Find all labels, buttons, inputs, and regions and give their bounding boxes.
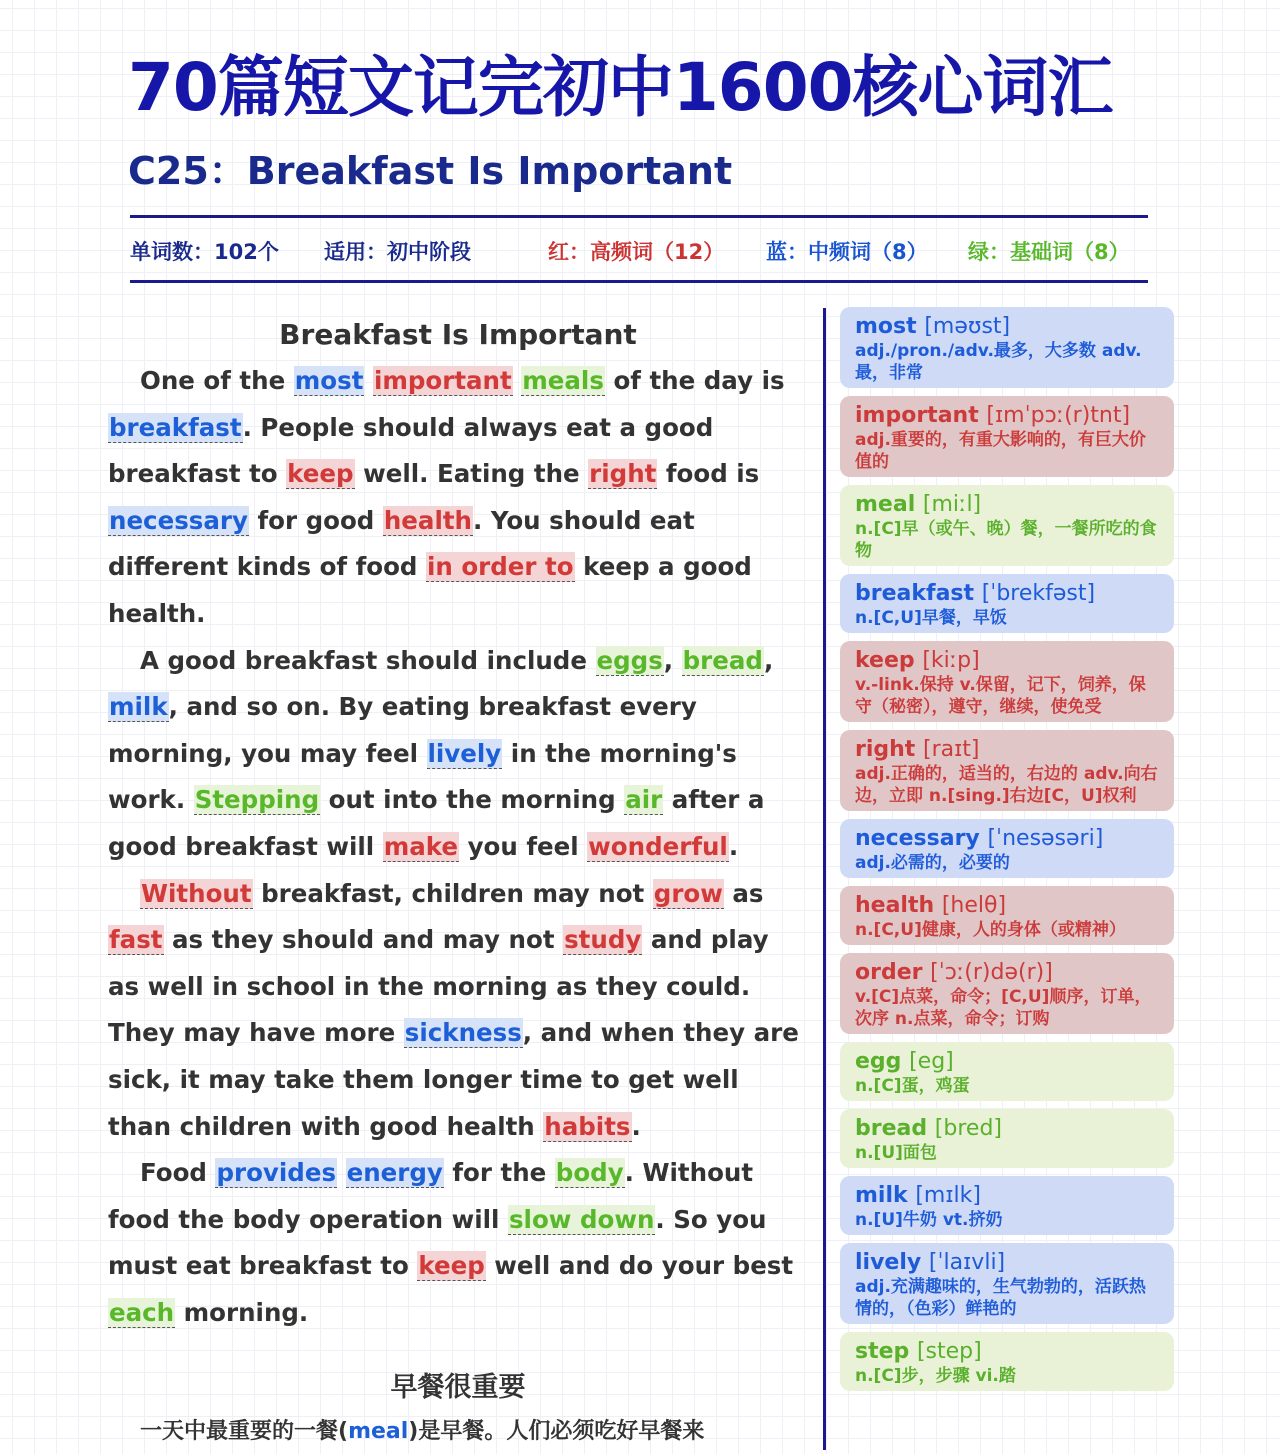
word-count: 单词数：102个 xyxy=(130,240,279,264)
text-segment: One of the xyxy=(140,366,294,395)
text-segment: , and when they are sick, it may take them longer time to get well than children with good health xyxy=(108,1018,799,1141)
vocab-card-order xyxy=(840,953,1174,1034)
keyword-necessary: necessary xyxy=(109,505,248,535)
paragraph-1 xyxy=(108,358,808,638)
vocab-card-important xyxy=(840,396,1174,477)
vocab-headword xyxy=(855,647,1162,674)
keyword-air: air xyxy=(625,785,663,815)
text-segment: , xyxy=(663,645,682,675)
legend-red: 红：高频词（12） xyxy=(548,240,725,264)
text-segment: as xyxy=(723,878,764,908)
text-segment: out into the morning xyxy=(320,785,625,815)
text-segment: you feel xyxy=(459,831,588,861)
vocab-card-keep xyxy=(840,641,1174,722)
vocab-phonetic: [məʊst] xyxy=(924,314,1011,339)
article-title: Breakfast Is Important xyxy=(279,318,637,351)
keyword-each: each xyxy=(109,1297,175,1327)
text-segment: of the day is xyxy=(604,366,785,395)
vocab-word: right xyxy=(855,737,916,762)
vocab-phonetic: [eg] xyxy=(909,1049,954,1074)
vocab-card-step xyxy=(840,1332,1174,1391)
vocab-card-necessary xyxy=(840,819,1174,878)
vocab-headword xyxy=(855,736,1162,763)
text-segment: well. Eating the xyxy=(354,459,589,489)
column-divider xyxy=(823,308,826,1450)
vocab-definition: v.[C]点菜，命令；[C,U]顺序，订单，次序 n.点菜，命令；订购 xyxy=(855,987,1152,1029)
vocab-phonetic: [kiːp] xyxy=(922,648,980,673)
article xyxy=(108,312,808,1454)
vocab-card-milk xyxy=(840,1176,1174,1235)
page-title: 70篇短文记完初中1600核心词汇 xyxy=(128,49,1113,126)
vocab-definition: n.[C]蛋，鸡蛋 xyxy=(855,1076,970,1096)
vocab-phonetic: [bred] xyxy=(934,1116,1002,1141)
keyword-body: body xyxy=(555,1158,624,1188)
keyword-habits: habits xyxy=(544,1111,631,1141)
keyword-grow: grow xyxy=(653,878,723,908)
vocab-headword xyxy=(855,402,1162,429)
keyword-sickness: sickness xyxy=(404,1018,522,1048)
meta-bar xyxy=(130,232,1150,272)
vocab-phonetic: [ˈɔː(r)də(r)] xyxy=(930,960,1053,985)
vocab-card-bread xyxy=(840,1109,1174,1168)
level-label: 适用：初中阶段 xyxy=(324,240,471,264)
text-segment xyxy=(364,366,373,395)
keyword-fast: fast xyxy=(109,925,163,955)
vocab-headword xyxy=(855,1182,1162,1209)
vocab-phonetic: [helθ] xyxy=(941,893,1007,918)
vocab-word: milk xyxy=(855,1183,908,1208)
text-segment: as they should and may not xyxy=(163,925,564,955)
vocab-card-right xyxy=(840,730,1174,811)
keyword-without: Without xyxy=(141,878,252,908)
text-segment: A good breakfast should include xyxy=(140,645,596,675)
keyword-meal: meal xyxy=(348,1419,409,1445)
text-segment: for the xyxy=(443,1158,555,1188)
chinese-title: 早餐很重要 xyxy=(390,1372,526,1404)
text-segment: . xyxy=(631,1111,641,1141)
chinese-paragraph-1 xyxy=(108,1410,808,1454)
vocab-headword xyxy=(855,491,1162,518)
paragraph-3 xyxy=(108,871,808,1151)
vocab-word: keep xyxy=(855,648,915,673)
paragraph-4 xyxy=(108,1150,808,1336)
keyword-eggs: eggs xyxy=(596,645,663,675)
vocab-card-egg xyxy=(840,1042,1174,1101)
vocab-phonetic: [ˈbrekfəst] xyxy=(981,581,1096,606)
vocab-definition: n.[C,U]健康，人的身体（或精神） xyxy=(855,920,1126,940)
vocab-definition: n.[C,U]早餐，早饭 xyxy=(855,608,1007,628)
keyword-right: right xyxy=(589,459,657,489)
text-segment: and play as well in school in the morning as they could. They may have more xyxy=(108,925,769,1048)
keyword-important: important xyxy=(373,366,512,395)
keyword-study: study xyxy=(564,925,642,955)
text-segment: morning. xyxy=(175,1297,309,1327)
text-segment xyxy=(337,1158,346,1187)
keyword-stepping: Stepping xyxy=(194,785,320,815)
keyword-provides: provides xyxy=(216,1158,337,1188)
keyword-breakfast: breakfast xyxy=(109,412,242,442)
vocab-definition: v.-link.保持 v.保留，记下，饲养，保守（秘密），遵守，继续，使免受 xyxy=(855,675,1146,717)
vocab-definition: adj./pron./adv.最多，大多数 adv.最，非常 xyxy=(855,341,1142,383)
vocab-definition: adj.重要的，有重大影响的，有巨大价值的 xyxy=(855,430,1146,472)
keyword-slow-down: slow down xyxy=(508,1204,655,1234)
vocab-card-lively xyxy=(840,1243,1174,1324)
vocab-headword xyxy=(855,825,1162,852)
text-segment: keep a good health. xyxy=(108,552,752,628)
vocab-definition: adj.正确的，适当的，右边的 adv.向右边，立即 n.[sing.]右边[C，U]权利 xyxy=(855,764,1158,806)
vocab-headword xyxy=(855,313,1162,340)
vocab-card-meal xyxy=(840,485,1174,566)
vocab-card-most xyxy=(840,307,1174,388)
vocab-definition: adj.充满趣味的，生气勃勃的，活跃热情的，（色彩）鲜艳的 xyxy=(855,1277,1146,1319)
keyword-meals: meals xyxy=(522,366,604,395)
legend-green: 绿：基础词（8） xyxy=(968,240,1130,264)
text-segment: 一天中最重要的一餐( xyxy=(140,1419,349,1445)
vocab-phonetic: [step] xyxy=(916,1339,982,1364)
keyword-keep: keep xyxy=(418,1251,485,1281)
top-divider xyxy=(130,215,1148,218)
vocab-headword xyxy=(855,1249,1162,1276)
vocab-word: step xyxy=(855,1339,910,1364)
text-segment: breakfast, children may not xyxy=(252,878,653,908)
vocab-phonetic: [ˈlaɪvli] xyxy=(928,1250,1006,1275)
vocab-definition: n.[U]面包 xyxy=(855,1143,937,1163)
vocab-definition: n.[C]早（或午、晚）餐，一餐所吃的食物 xyxy=(855,519,1157,561)
keyword-health: health xyxy=(383,505,473,535)
vocab-card-health xyxy=(840,886,1174,945)
text-segment: . You should eat different kinds of food xyxy=(108,505,695,582)
vocab-word: breakfast xyxy=(855,581,975,606)
keyword-make: make xyxy=(383,831,459,861)
keyword-lively: lively xyxy=(427,738,502,768)
text-segment: after a good breakfast will xyxy=(108,785,765,861)
keyword-bread: bread xyxy=(682,645,763,675)
lesson-subtitle: C25：Breakfast Is Important xyxy=(128,149,733,193)
vocab-phonetic: [raɪt] xyxy=(923,737,980,762)
vocab-phonetic: [miːl] xyxy=(922,492,982,517)
vocab-headword xyxy=(855,580,1162,607)
vocab-headword xyxy=(855,892,1162,919)
text-segment xyxy=(513,366,522,395)
text-segment: . xyxy=(728,831,739,861)
text-segment: Food xyxy=(140,1158,216,1188)
vocab-headword xyxy=(855,1115,1162,1142)
vocab-word: important xyxy=(855,403,979,428)
keyword-in-order-to: in order to xyxy=(426,552,574,582)
text-segment: in the morning's work. xyxy=(108,738,737,815)
vocab-phonetic: [ɪmˈpɔː(r)tnt] xyxy=(986,403,1131,428)
vocab-headword xyxy=(855,1048,1162,1075)
vocab-word: egg xyxy=(855,1049,902,1074)
vocab-phonetic: [mɪlk] xyxy=(915,1183,981,1208)
vocab-definition: n.[C]步，步骤 vi.踏 xyxy=(855,1366,1016,1386)
keyword-keep: keep xyxy=(287,459,354,489)
text-segment: )是早餐。人们必须吃好早餐来 xyxy=(408,1419,705,1445)
text-segment: well and do your best xyxy=(485,1251,794,1281)
text-segment: . People should always eat a good breakfast to xyxy=(108,412,714,489)
vocab-word: most xyxy=(855,314,917,339)
keyword-energy: energy xyxy=(346,1158,443,1188)
vocab-headword xyxy=(855,1338,1162,1365)
keyword-most: most xyxy=(294,366,364,395)
vocab-word: lively xyxy=(855,1250,922,1275)
text-segment: . So you must eat breakfast to xyxy=(108,1204,767,1281)
vocab-definition: n.[U]牛奶 vt.挤奶 xyxy=(855,1210,1003,1230)
vocab-word: health xyxy=(855,893,935,918)
text-segment: for good xyxy=(248,505,383,535)
vocab-headword xyxy=(855,959,1162,986)
bottom-divider xyxy=(130,280,1148,283)
vocab-word: necessary xyxy=(855,826,980,851)
keyword-wonderful: wonderful xyxy=(588,831,728,861)
vocab-word: bread xyxy=(855,1116,928,1141)
legend-blue: 蓝：中频词（8） xyxy=(766,240,928,264)
text-segment: , xyxy=(763,645,774,675)
text-segment: , and so on. By eating breakfast every morning, you may feel xyxy=(108,692,697,768)
vocab-word: meal xyxy=(855,492,916,517)
vocab-phonetic: [ˈnesəsəri] xyxy=(987,826,1104,851)
text-segment: food is xyxy=(657,459,760,489)
text-segment: . Without food the body operation will xyxy=(108,1158,754,1234)
keyword-milk: milk xyxy=(109,692,168,722)
vocab-list xyxy=(840,307,1174,1399)
vocab-card-breakfast xyxy=(840,574,1174,633)
vocab-word: order xyxy=(855,960,923,985)
paragraph-2 xyxy=(108,638,808,871)
vocab-definition: adj.必需的，必要的 xyxy=(855,853,1010,873)
